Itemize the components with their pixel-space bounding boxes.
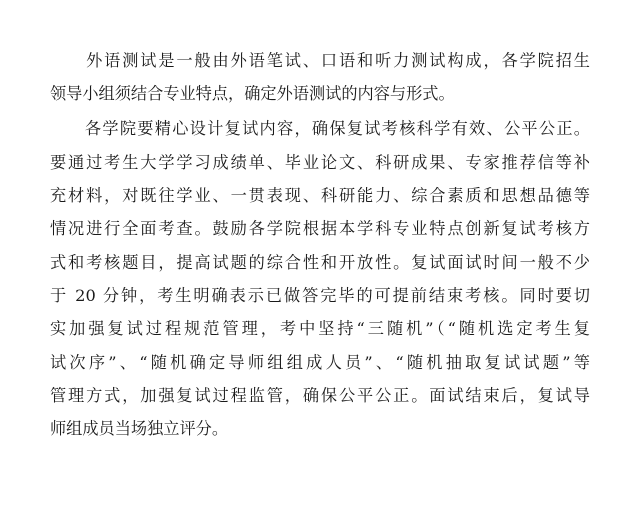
paragraph-line: 管理方式，加强复试过程监管，确保公平公正。面试结束后，复试导: [50, 385, 590, 405]
paragraph-line: 要通过考生大学学习成绩单、毕业论文、科研成果、专家推荐信等补: [50, 152, 590, 172]
document-body: [50, 44, 590, 445]
paragraph-line: 外语测试是一般由外语笔试、口语和听力测试构成，各学院招生: [50, 51, 590, 70]
paragraph-line: 情况进行全面考查。鼓励各学院根据本学科专业特点创新复试考核方: [50, 219, 590, 239]
paragraph-line: 领导小组须结合专业特点，确定外语测试的内容与形式。: [50, 84, 455, 104]
paragraph-line: 实加强复试过程规范管理，考中坚持“三随机”（“随机选定考生复: [50, 319, 590, 339]
paragraph-line: 式和考核题目，提高试题的综合性和开放性。复试面试时间一般不少: [50, 252, 590, 272]
paragraph-line: 试次序”、“随机确定导师组组成人员”、“随机抽取复试试题”等: [50, 352, 590, 372]
paragraph-line: 于 20 分钟，考生明确表示已做答完毕的可提前结束考核。同时要切: [50, 285, 590, 305]
paragraph-line: 各学院要精心设计复试内容，确保复试考核科学有效、公平公正。: [50, 119, 590, 139]
paragraph-retest-content: [50, 112, 590, 445]
paragraph-foreign-language-test: [50, 44, 590, 111]
paragraph-line: 师组成员当场独立评分。: [50, 419, 229, 439]
paragraph-line: 充材料，对既往学业、一贯表现、科研能力、综合素质和思想品德等: [50, 186, 590, 206]
